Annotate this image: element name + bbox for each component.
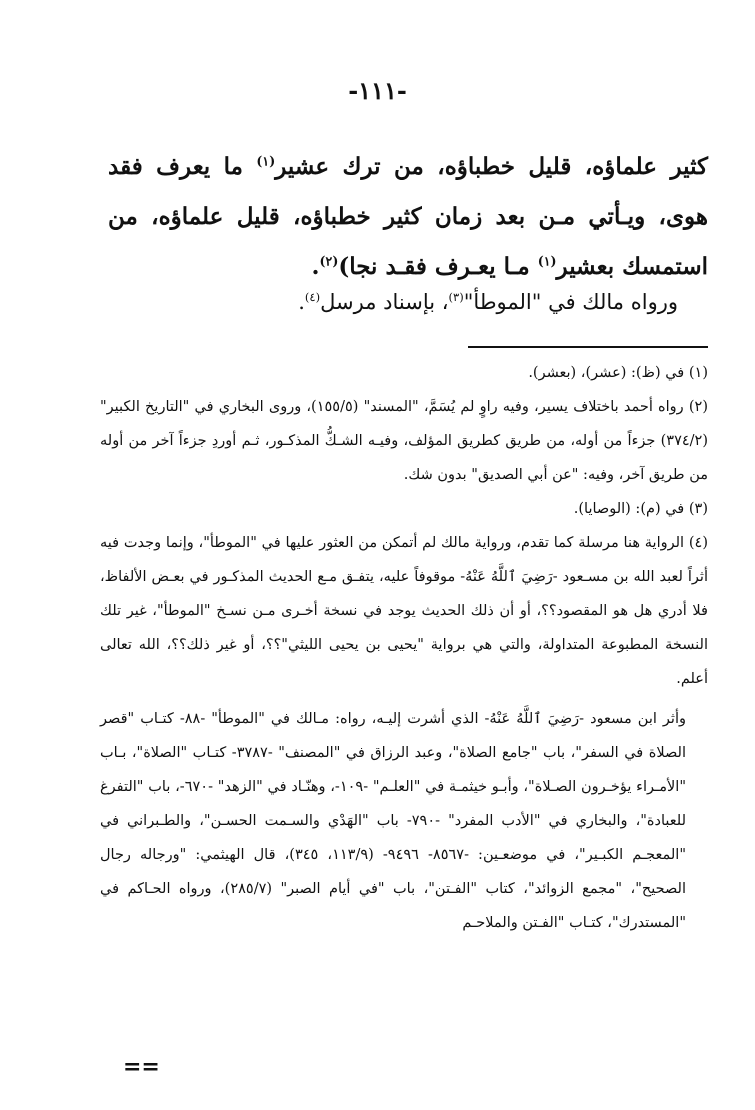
footnote-3 [100,492,708,526]
continuation-mark: == [123,1054,160,1080]
footnote-ref: (١) [537,253,557,269]
footnote-number: (٣) [688,501,708,517]
footnote-text: الرواية هنا مرسلة كما تقدم، ورواية مالك لم أتمكن من العثور عليها في "الموطأ"، وإنما وجدت فيه أثراً لعبد الله بن مسـعود -رَضِيَ ٱللَّهُ عَنْهُ- موقوفاً عليه، يتفـق مـع الحديث المذكـور في بعـض الألفاظ، فلا أدري هل هو المقصود؟؟، أو أن ذلك الحديث يوجد في نسخة أخـرى مـن نسـخ "الموطأ"، غير تلك النسخة المطبوعة المتداولة، والتي هي برواية "يحيى بن يحيى الليثي"؟؟، أو غير ذلك؟؟، الله تعالى أعلم. [100,535,708,687]
footnote-ref: (٢) [319,253,339,269]
footnotes [100,356,708,940]
narration-line [108,282,678,322]
footnote-number: (٢) [688,399,709,415]
footnote-2 [100,390,708,492]
footnote-4 [100,526,708,696]
hadith-text-part: كثير علماؤه، قليل خطباؤه، من ترك عشير [275,153,708,180]
footnote-ref: (٣) [448,290,464,304]
footnote-continuation: وأثر ابن مسعود -رَضِيَ ٱللَّهُ عَنْهُ- الذي أشرت إليـه، رواه: مـالك في "الموطأ" -٨٨- كتـاب "قصر الصلاة في السفر"، باب "جامع الصلاة"، وعبد الرزاق في "المصنف" -٣٧٨٧- كتـاب "الصلاة"، بـاب "الأمـراء يؤخـرون الصـلاة"، وأبـو خيثمـة في "العلـم" -١٠٩-، وهنّـاد في "الزهد" -٦٧٠-، باب "التفرغ للعبادة"، والبخاري في "الأدب المفرد" -٧٩٠- باب "الهَدْي والسـمت الحسـن"، والطـبراني في "المعجـم الكبـير"، في موضعـين: -٨٥٦٧- ٩٤٩٦- (١١٣/٩، ٣٤٥)، قال الهيثمي: "ورجاله رجال الصحيح"، "مجمع الزوائد"، كتاب "الفـتن"، باب "في أيام الصبر" (٢٨٥/٧)، ورواه الحـاكم في "المستدرك"، كتـاب "الفـتن والملاحـم [100,711,686,931]
hadith-text-part: . [311,253,320,280]
footnote-text: في (ظ): (عشر)، (بعشر). [528,365,685,381]
footnote-ref: (٤) [304,290,321,304]
hadith-text-part: مـا يعـرف فقـد نجا) [338,253,538,280]
hadith-text [108,142,708,292]
narration-text-part: ورواه مالك في "الموطأ" [463,290,678,314]
footnote-text: في (م): (الوصايا). [573,501,685,517]
narration-text-part: ، بإسناد مرسل [320,290,449,314]
footnote-ref: (١) [256,153,276,169]
footnote-separator [468,346,708,348]
narration-text-part: . [298,290,305,314]
page-number: -١١١- [348,76,407,105]
footnote-number: (١) [688,365,708,381]
footnote-1 [100,356,708,390]
footnote-text: رواه أحمد باختلاف يسير، وفيه راوٍ لم يُسَمَّ، "المسند" (١٥٥/٥)، وروى البخاري في "التاريخ الكبير" (٣٧٤/٢) جزءاً من أوله، من طريق كطريق المؤلف، وفيـه الشـكُّ المذكـور، ثـم أوردِ جزءاً آخر من أوله من طريق آخر، وفيه: "عن أبي الصديق" بدون شك. [100,399,708,483]
footnote-number: (٤) [688,535,708,551]
hadith-text-part: ما يعرف فقد هوى، ويـأتي مـن بعد زمان كثير خطباؤه، قليل علماؤه، من استمسك بعشير [108,153,708,280]
